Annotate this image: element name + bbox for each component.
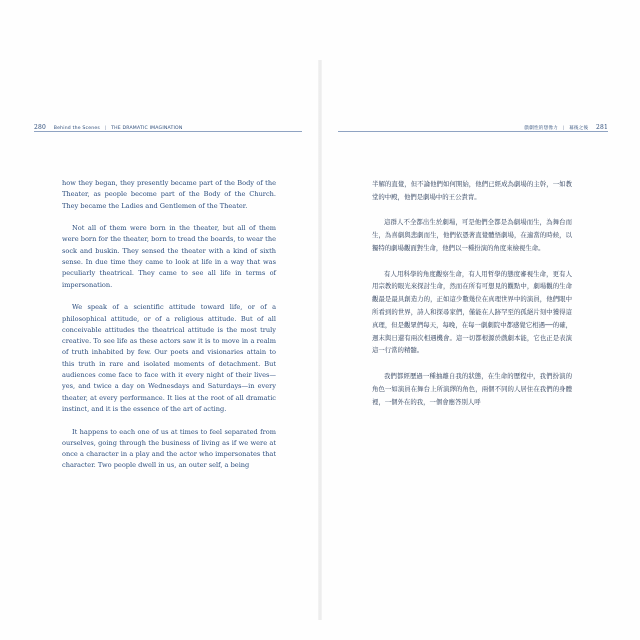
left-page-number: 280 xyxy=(34,124,47,131)
right-page-body xyxy=(372,178,572,421)
left-header-rule xyxy=(34,131,302,132)
left-paragraph: It happens to each one of us at times to feel separated from ourselves, going through the business of living as if we were at once a character in a play and the actor who impersonates that character. Two people dwell in us, an outer self, a being xyxy=(62,427,276,470)
left-running-head-chapter: THE DRAMATIC IMAGINATION xyxy=(111,126,183,131)
right-running-head-chapter: 戲劇性的想像力 xyxy=(524,126,558,131)
right-header-rule xyxy=(338,131,608,132)
right-running-head-book: 幕後之後 xyxy=(569,126,589,131)
left-paragraph: We speak of a scientific attitude toward life, or of a philosophical attitude, or of a religious attitude. But of all conceivable attitudes the theatrical attitude is the most truly creative. To see life as these actors saw it is to move in a realm of truth inhabited by few. Our poets and visionaries attain to this truth in rare and isolated moments of detachment. But audiences come face to face with it every night of their lives—yes, and twice a day on Wednesdays and Saturdays—in every theater, at every performance. It lies at the root of all dramatic instinct, and it is the essence of the art of acting. xyxy=(62,303,276,413)
page-gutter xyxy=(318,60,322,620)
running-head-separator: | xyxy=(104,126,107,131)
left-running-head-book: Behind the Scenes xyxy=(53,126,100,131)
right-paragraph: 我們都經歷過一種抽離自我的狀態，在生命的歷程中，我們扮演的角色一如演員在舞台上所演繹的角色，兩個不同的人居住在我們的身體裡，一個外在的我，一個會應答別人呼 xyxy=(372,371,572,406)
right-running-head xyxy=(524,124,608,134)
left-page-body xyxy=(62,178,276,483)
right-paragraph: 有人用科學的角度觀察生命，有人用哲學的態度審視生命，更有人用宗教的眼光來探討生命，然而在所有可想見的觀點中，劇場觀的生命觀最是最具創造力的，正如這少數幾位在真理世界中的演員，他們眼中所看到的世界，詩人和探尋家們，僅能在人跡罕至的孤絕片刻中獲得這真理，但是觀眾們每天，每晚，在每一劇劇院中都感覺它相遇──的確，週末與日還有兩次相遇機會。這一切都根源於戲劇本能，它也正是表演這一行當的精髓。 xyxy=(372,269,572,355)
right-paragraph: 這群人不全都出生於劇場，可是他們全都是為劇場而生，為舞台而生，為喜劇與悲劇而生，他們依憑著直覺體悟劇場，在適當的時候，以獨特的劇場觀面對生命，他們以一種扮演的角度來檢視生命。 xyxy=(372,218,572,252)
right-paragraph: 半解的直覺，但不論他們如何開始，他們已經成為劇場的主幹，一如教堂的中殿，他們是劇場中的王公貴胄。 xyxy=(372,180,572,201)
running-head-separator: | xyxy=(562,126,565,131)
left-running-head xyxy=(34,124,183,134)
left-paragraph: how they began, they presently became part of the Body of the Theater, as people become part of the Body of the Church. They became the Ladies and Gentlemen of the Theater. xyxy=(62,179,276,210)
right-page-number: 281 xyxy=(595,124,608,131)
left-paragraph: Not all of them were born in the theater, but all of them were born for the theater, born to tread the boards, to wear the sock and buskin. They sensed the theater with a kind of sixth sense. In due time they came to look at life in a way that was peculiarly theatrical. They came to see all life in terms of impersonation. xyxy=(62,224,276,289)
